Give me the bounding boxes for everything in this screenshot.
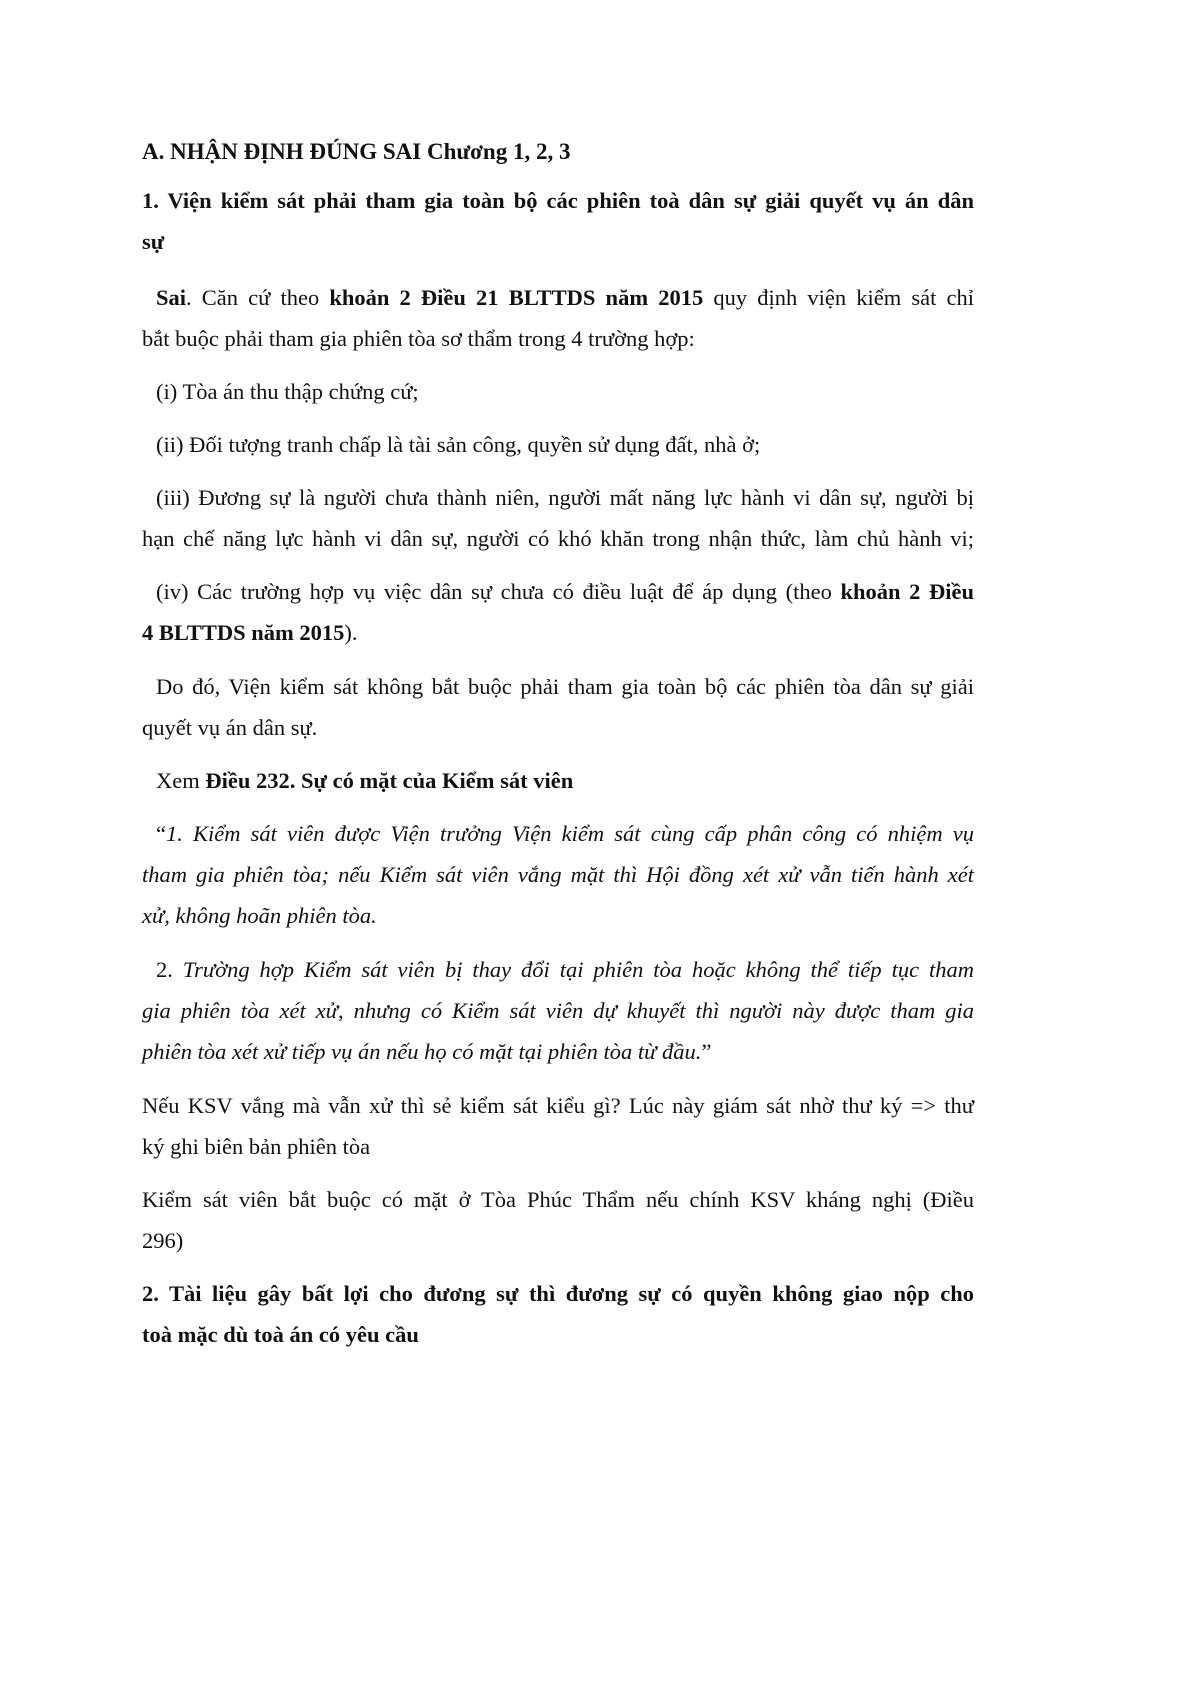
quote-2-line-2: gia phiên tòa xét xử, nhưng có Kiểm sát viên dự khuyết thì người này được tham gia — [142, 998, 974, 1023]
answer-1-paragraph-1-line-2: bắt buộc phải tham gia phiên tòa sơ thẩm trong 4 trường hợp: — [142, 326, 695, 351]
quote-1-line-3: xử, không hoãn phiên tòa. — [142, 903, 377, 928]
answer-1-paragraph-1: Sai. Căn cứ theo khoản 2 Điều 21 BLTTDS năm 2015 quy định viện kiểm sát chỉ — [156, 285, 974, 310]
list-item-iv-line-2: 4 BLTTDS năm 2015). — [142, 620, 358, 645]
note-2-line-1: Kiểm sát viên bắt buộc có mặt ở Tòa Phúc Thẩm nếu chính KSV kháng nghị (Điều — [142, 1187, 974, 1212]
conclusion-line-2: quyết vụ án dân sự. — [142, 715, 318, 740]
note-1-line-2: ký ghi biên bản phiên tòa — [142, 1134, 371, 1159]
conclusion-line-1: Do đó, Viện kiểm sát không bắt buộc phải tham gia toàn bộ các phiên tòa dân sự giải — [156, 674, 974, 699]
legal-reference: khoản 2 Điều — [840, 579, 974, 604]
quote-2-line-1: 2. Trường hợp Kiểm sát viên bị thay đổi tại phiên tòa hoặc không thể tiếp tục tham — [156, 957, 974, 982]
quote-2-line-3: phiên tòa xét xử tiếp vụ án nếu họ có mặt tại phiên tòa từ đầu.” — [142, 1039, 712, 1064]
note-2-line-2: 296) — [142, 1228, 184, 1253]
question-2-line-1: 2. Tài liệu gây bất lợi cho đương sự thì đương sự có quyền không giao nộp cho — [142, 1281, 974, 1306]
section-heading: A. NHẬN ĐỊNH ĐÚNG SAI Chương 1, 2, 3 — [142, 139, 571, 164]
question-2-line-2: toà mặc dù toà án có yêu cầu — [142, 1322, 419, 1347]
list-item-iii-line-1: (iii) Đương sự là người chưa thành niên, người mất năng lực hành vi dân sự, người bị — [156, 485, 974, 510]
list-item-iii-line-2: hạn chế năng lực hành vi dân sự, người có khó khăn trong nhận thức, làm chủ hành vi; — [142, 526, 974, 551]
note-1-line-1: Nếu KSV vắng mà vẫn xử thì sẻ kiểm sát kiểu gì? Lúc này giám sát nhờ thư ký => thư — [142, 1093, 974, 1118]
legal-reference: 4 BLTTDS năm 2015 — [142, 620, 345, 645]
question-1-line-2: sự — [142, 229, 165, 254]
list-item-iv-line-1: (iv) Các trường hợp vụ việc dân sự chưa có điều luật để áp dụng (theo khoản 2 Điều — [156, 579, 974, 604]
list-item-ii: (ii) Đối tượng tranh chấp là tài sản công, quyền sử dụng đất, nhà ở; — [156, 432, 761, 457]
legal-reference: khoản 2 Điều 21 BLTTDS năm 2015 — [329, 285, 704, 310]
question-1-line-1: 1. Viện kiểm sát phải tham gia toàn bộ các phiên toà dân sự giải quyết vụ án dân — [142, 188, 974, 213]
quote-1-line-1: “1. Kiểm sát viên được Viện trưởng Viện kiểm sát cùng cấp phân công có nhiệm vụ — [156, 821, 974, 846]
article-reference: Điều 232. Sự có mặt của Kiểm sát viên — [205, 768, 574, 793]
list-item-i: (i) Tòa án thu thập chứng cứ; — [156, 379, 419, 404]
quote-1-line-2: tham gia phiên tòa; nếu Kiểm sát viên vắng mặt thì Hội đồng xét xử vẫn tiến hành xét — [142, 862, 974, 887]
verdict-label: Sai — [156, 285, 187, 310]
see-article-line: Xem Điều 232. Sự có mặt của Kiểm sát viên — [156, 768, 574, 793]
